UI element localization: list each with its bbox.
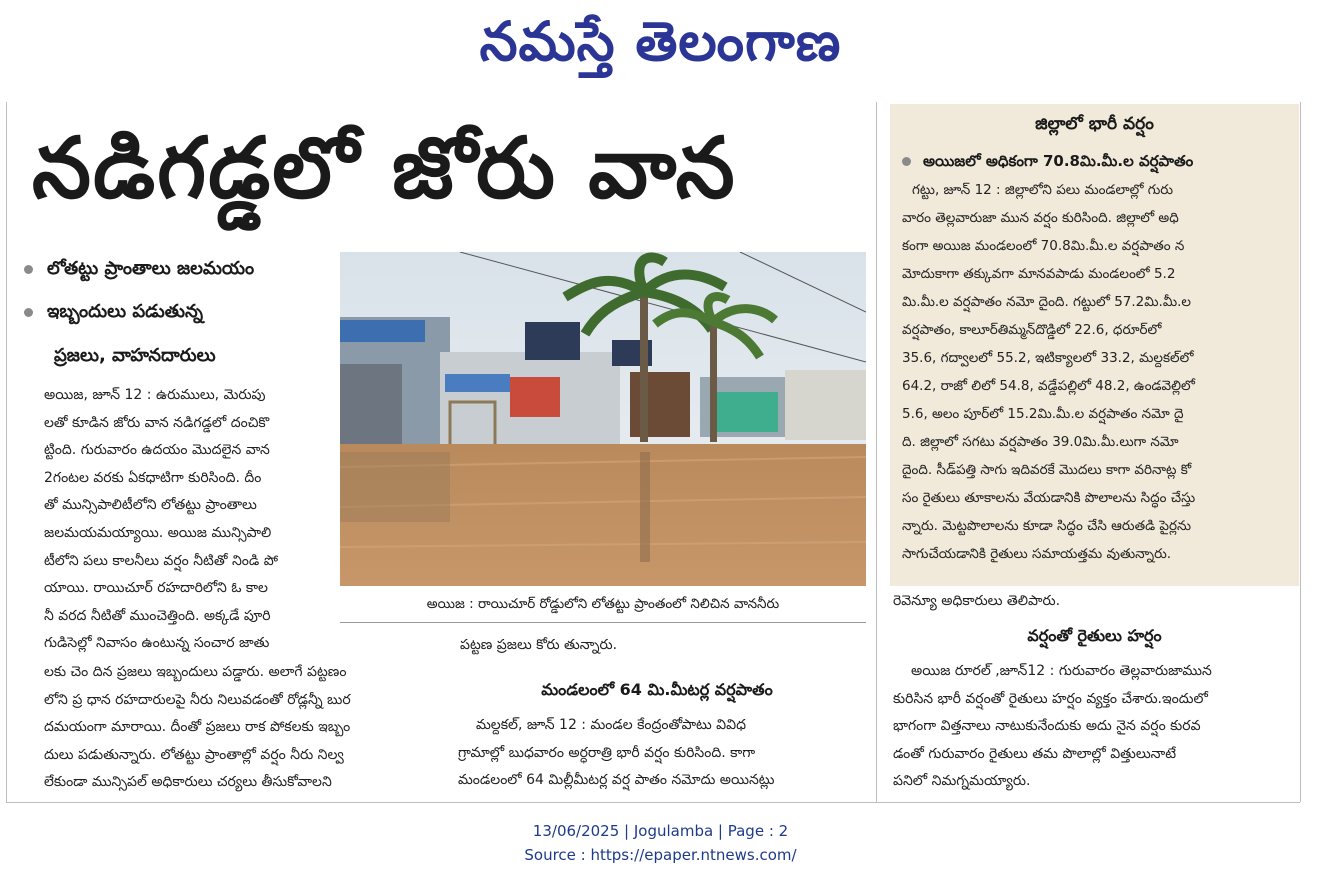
text-line: తో మున్సిపాలిటీలోని లోతట్టు ప్రాంతాలు xyxy=(44,497,257,514)
sidebar-body-2 xyxy=(893,658,1295,796)
mid-article-body xyxy=(458,712,868,795)
article-body-wide xyxy=(44,659,444,797)
text-line: సాగుచేయడానికి రైతులు సమాయత్తమ వుతున్నారు. xyxy=(902,546,1172,562)
column-divider-right xyxy=(1300,102,1301,802)
text-line: కంగా అయిజ మండలంలో 70.8మి.మీ.ల వర్షపాతం న xyxy=(902,238,1185,254)
photo-caption: అయిజ : రాయిచూర్ రోడ్డులోని లోతట్టు ప్రాంతంలో నిలిచిన వాననీరు xyxy=(426,596,780,612)
bullet-dot-icon xyxy=(24,265,33,274)
footer-date-edition: 13/06/2025 | Jogulamba | Page : 2 xyxy=(532,822,789,840)
text-line: లకు చెం దిన ప్రజలు ఇబ్బందులు పడ్డారు. అలాగే పట్టణం xyxy=(44,664,347,680)
text-line: యాయి. రాయిచూర్ రహదారిలోని ఓ కాల xyxy=(44,580,268,597)
headline-bullet-1 xyxy=(24,255,254,283)
mid-subheading: మండలంలో 64 మి.మీటర్ల వర్షపాతం xyxy=(541,680,773,699)
text-line: 64.2, రాజో లిలో 54.8, వడ్డేపల్లిలో 48.2, ఉండవెల్లిలో xyxy=(902,378,1195,394)
text-line: వారం తెల్లవారుజా మున వర్షం కురిసింది. జిల్లాలో అధి xyxy=(902,210,1179,226)
sidebar-after-box: రెవెన్యూ అధికారులు తెలిపారు. xyxy=(893,593,1061,609)
text-line: జలమయమయ్యాయి. అయిజ మున్సిపాలి xyxy=(44,524,272,541)
text-line: డంతో గురువారం రైతులు తమ పొలాల్లో విత్తులునాటే xyxy=(893,745,1177,762)
bullet-text: ఇబ్బందులు పడుతున్న xyxy=(47,301,203,322)
text-line: అయిజ రూరల్ ,జూన్12 : గురువారం తెల్లవారుజామున xyxy=(911,663,1212,679)
text-line: 5.6, అలం పూర్‌లో 15.2మి.మీ.ల వర్షపాతం నమో దై xyxy=(902,406,1184,422)
text-line: గ్రామాల్లో బుధవారం అర్ధరాత్రి భారీ వర్షం కురిసింది. కాగా xyxy=(458,744,756,761)
sidebar-title: జిల్లాలో భారీ వర్షం xyxy=(1035,114,1154,134)
main-headline: నడిగడ్డలో జోరు వాన xyxy=(32,119,737,217)
footer-source: Source : https://epaper.ntnews.com/ xyxy=(524,846,797,864)
headline-bullet-2 xyxy=(24,298,203,326)
text-line: మల్దకల్, జూన్ 12 : మండల కేంద్రంతోపాటు వివిధ xyxy=(476,717,746,733)
photo-illustration xyxy=(340,252,866,586)
bullet-text: అయిజలో అధికంగా 70.8మి.మీ.ల వర్షపాతం xyxy=(923,152,1194,170)
text-line: వర్షపాతం, కాలూర్‌తిమ్మన్‌దొడ్డిలో 22.6, ధరూర్‌లో xyxy=(902,322,1162,338)
text-line: సం రైతులు తూకాలను వేయడానికి పొలాలను సిద్ధం చేస్తు xyxy=(902,490,1196,506)
text-line: దైంది. సీడ్‌పత్తి సాగు ఇదివరకే మొదలు కాగా వరినాట్ల కో xyxy=(902,462,1192,478)
sidebar-body xyxy=(902,176,1294,568)
text-line: పనిలో నిమగ్నమయ్యారు. xyxy=(893,773,1031,790)
page-bottom-rule xyxy=(6,802,1300,803)
bullet-dot-icon xyxy=(24,308,33,317)
text-line: గుడిసెల్లో నివాసం ఉంటున్న సంచార జాతు xyxy=(44,635,270,652)
text-line: మి.మీ.ల వర్షపాతం నమో దైంది. గట్టులో 57.2మి.మీ.ల xyxy=(902,294,1191,310)
text-line: టీలోని పలు కాలనీలు వర్షం నీటితో నిండి పో xyxy=(44,552,278,569)
column-divider-middle xyxy=(876,102,877,802)
bullet-dot-icon xyxy=(902,157,911,166)
text-line: గట్టు, జూన్ 12 : జిల్లాలోని పలు మండలాల్లో గురు xyxy=(912,182,1173,198)
text-line: 2గంటల వరకు ఏకధాటిగా కురిసింది. దీం xyxy=(44,469,262,486)
text-line: దులు పడుతున్నారు. లోతట్టు ప్రాంతాల్లో వర్షం నీరు నిల్వ xyxy=(44,746,344,763)
text-line: లతో కూడిన జోరు వాన నడిగడ్డలో దంచికొ xyxy=(44,414,270,431)
text-line: భాగంగా విత్తనాలు నాటుకునేందుకు అదు నైన వర్షం కురవ xyxy=(893,718,1201,735)
flooded-road-photo xyxy=(340,252,866,586)
text-line: 35.6, గద్వాలలో 55.2, ఇటిక్యాలలో 33.2, మల్దకల్‌లో xyxy=(902,350,1194,366)
text-line: న్నారు. మెట్టపొలాలను కూడా సిద్ధం చేసి ఆరుతడి పైర్లను xyxy=(902,518,1192,534)
text-line: దమయంగా మారాయి. దీంతో ప్రజలు రాక పోకలకు ఇబ్బం xyxy=(44,719,351,736)
masthead-title: నమస్తే తెలంగాణ xyxy=(479,9,842,73)
text-line: ది. జిల్లాలో సగటు వర్షపాతం 39.0మి.మీ.లుగా నమో xyxy=(902,434,1179,450)
text-line: మోదుకాగా తక్కువగా మానవపాడు మండలంలో 5.2 xyxy=(902,266,1176,282)
caption-rule xyxy=(340,622,866,623)
text-line: లేకుండా మున్సిపల్ అధికారులు చర్యలు తీసుకోవాలని xyxy=(44,774,332,791)
sidebar-subheading-2: వర్షంతో రైతులు హర్షం xyxy=(1027,626,1162,645)
text-line: నీ వరద నీటితో ముంచెత్తింది. అక్కడే పూరి xyxy=(44,607,271,624)
headline-bullet-2-continued: ప్రజలు, వాహనదారులు xyxy=(54,345,216,366)
text-line: కురిసిన భారీ వర్షంతో రైతులు హర్షం వ్యక్తం చేశారు.ఇందులో xyxy=(893,690,1208,707)
text-line: మండలంలో 64 మిల్లీమీటర్ల వర్ష పాతం నమోదు అయినట్లు xyxy=(458,772,775,789)
text-line: లోని ప్ర ధాన రహదారులపై నీరు నిలువడంతో రోడ్లన్నీ బుర xyxy=(44,691,351,708)
sidebar-bullet xyxy=(902,148,1193,174)
bullet-text: లోతట్టు ప్రాంతాలు జలమయం xyxy=(47,258,255,279)
article-body-left xyxy=(14,382,332,658)
text-line: అయిజ, జూన్ 12 : ఉరుములు, మెరుపు xyxy=(44,387,266,403)
article-continuation: పట్టణ ప్రజలు కోరు తున్నారు. xyxy=(460,637,618,653)
text-line: ట్టింది. గురువారం ఉదయం మొదలైన వాన xyxy=(44,442,270,459)
column-divider-left xyxy=(6,102,7,802)
